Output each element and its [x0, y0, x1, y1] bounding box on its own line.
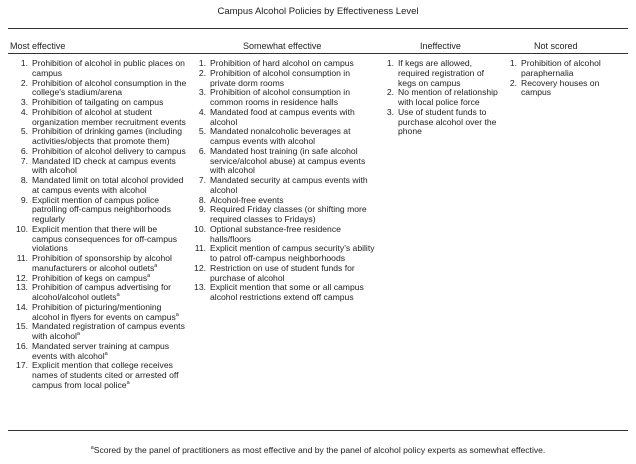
item-number: 1.	[20, 58, 28, 68]
item-text-body: Prohibition of alcohol delivery to campus	[32, 145, 186, 156]
list-item	[380, 108, 504, 137]
item-text-body: Mandated registration of campus events with alcohol	[32, 321, 185, 341]
column-not-scored	[503, 59, 628, 98]
list-item	[8, 361, 188, 390]
item-text	[32, 283, 188, 303]
item-text-body: Mandated ID check at campus events with alcohol	[32, 155, 176, 176]
column-most-effective	[8, 59, 188, 391]
list-item	[380, 88, 504, 108]
item-number: 6.	[20, 145, 28, 156]
item-text-body: Prohibition of alcohol at student organization member recruitment events	[32, 106, 186, 127]
item-text-body: Explicit mention of campus police patrolling off-campus neighborhoods regularly	[32, 194, 171, 224]
item-text-body: Mandated host training (in safe alcohol service/alcohol abuse) at campus events with alcohol	[210, 145, 366, 176]
item-text	[210, 127, 378, 147]
item-text-body: Explicit mention that some or all campus alcohol restrictions extend off campus	[210, 282, 364, 302]
item-number: 2.	[20, 77, 28, 88]
item-text	[32, 79, 188, 99]
item-number: 1.	[509, 58, 517, 68]
list-item	[8, 176, 188, 196]
item-text	[210, 205, 378, 225]
item-text-body: Recovery houses on campus	[521, 77, 600, 98]
item-number: 13.	[16, 282, 28, 293]
list-item	[8, 157, 188, 177]
item-number: 12.	[194, 262, 206, 273]
item-number: 8.	[20, 175, 28, 185]
item-text-body: Prohibition of alcohol consumption in private dorm rooms	[210, 67, 350, 88]
list-item	[8, 225, 188, 254]
item-number: 3.	[20, 97, 28, 107]
item-text-body: Use of student funds to purchase alcohol over the phone	[398, 106, 497, 137]
item-number: 3.	[198, 87, 206, 98]
list-item	[8, 59, 188, 79]
item-text-body: Prohibition of alcohol in public places on campus	[32, 58, 185, 78]
item-number: 4.	[20, 106, 28, 117]
item-text-body: Mandated security at campus events with alcohol	[210, 175, 368, 195]
item-number: 1.	[386, 58, 394, 68]
item-number: 6.	[198, 145, 206, 156]
list-item	[503, 59, 628, 79]
footnote-ref: a	[175, 311, 179, 318]
item-text	[32, 157, 188, 177]
item-text-body: Prohibition of alcohol consumption in the college's stadium/arena	[32, 77, 187, 98]
table-title: Campus Alcohol Policies by Effectiveness Level	[217, 6, 419, 17]
item-text-body: Prohibition of alcohol consumption in common rooms in residence halls	[210, 87, 350, 107]
item-text-body: Prohibition of campus advertising for alcohol/alcohol outlets	[32, 282, 172, 302]
list-item	[186, 225, 378, 245]
item-text-body: Explicit mention of campus security's ability to patrol off-campus neighborhoods	[210, 243, 375, 263]
list-item	[186, 127, 378, 147]
item-text	[32, 108, 188, 128]
item-text	[32, 196, 188, 225]
list-item	[186, 88, 378, 108]
footnote-ref: a	[154, 262, 158, 269]
header-most-effective: Most effective	[10, 41, 66, 51]
item-text-body: Mandated limit on total alcohol provided at campus events with alcohol	[32, 175, 184, 195]
item-number: 4.	[198, 106, 206, 117]
footnote-ref: a	[76, 331, 80, 338]
list-item	[8, 322, 188, 342]
list-item	[8, 303, 188, 323]
item-text	[210, 147, 378, 176]
item-text	[210, 69, 378, 89]
header-rule	[8, 53, 628, 54]
item-text	[210, 283, 378, 303]
footnote-ref: a	[147, 272, 151, 279]
item-number: 10.	[194, 223, 206, 234]
list-item	[186, 264, 378, 284]
item-text-body: Prohibition of drinking games (including activities/objects that promote them)	[32, 126, 182, 146]
top-rule	[8, 28, 628, 29]
item-text	[210, 108, 378, 128]
item-number: 7.	[198, 175, 206, 185]
item-number: 2.	[509, 77, 517, 88]
item-text-body: If kegs are allowed, required registration of kegs on campus	[398, 58, 484, 88]
item-text-body: Alcohol-free events	[210, 194, 284, 205]
item-text	[521, 59, 628, 79]
item-text	[32, 254, 188, 274]
list-item	[186, 205, 378, 225]
item-number: 2.	[198, 67, 206, 78]
footnote-ref: a	[116, 292, 120, 299]
item-text	[32, 176, 188, 196]
item-text	[210, 244, 378, 264]
item-number: 11.	[16, 253, 28, 263]
list-item	[8, 342, 188, 362]
item-text-body: Restriction on use of student funds for purchase of alcohol	[210, 262, 355, 283]
footnote-mark: a	[90, 445, 94, 452]
column-ineffective	[380, 59, 504, 137]
list-item	[186, 108, 378, 128]
item-number: 9.	[20, 194, 28, 205]
footnote-ref: a	[104, 350, 108, 357]
item-text-body: Required Friday classes (or shifting more required classes to Fridays)	[210, 204, 367, 224]
list-item	[503, 79, 628, 99]
header-somewhat-effective: Somewhat effective	[243, 41, 322, 51]
item-text-body: Prohibition of alcohol paraphernalia	[521, 58, 601, 78]
item-number: 7.	[20, 155, 28, 166]
item-text	[521, 79, 628, 99]
list-item	[8, 196, 188, 225]
item-text	[210, 176, 378, 196]
item-text	[398, 108, 504, 137]
list-item	[186, 283, 378, 303]
bottom-rule	[8, 430, 628, 431]
item-number: 5.	[198, 126, 206, 137]
item-number: 2.	[386, 87, 394, 98]
item-text	[32, 361, 188, 390]
item-text-body: No mention of relationship with local police force	[398, 87, 498, 107]
item-text-body: Prohibition of sponsorship by alcohol manufacturers or alcohol outlets	[32, 253, 172, 273]
item-text	[210, 225, 378, 245]
item-text-body: Prohibition of hard alcohol on campus	[210, 58, 354, 68]
item-text-body: Mandated nonalcoholic beverages at campus events with alcohol	[210, 126, 351, 146]
item-text	[398, 59, 504, 88]
item-number: 12.	[16, 272, 28, 283]
list-item	[8, 108, 188, 128]
item-text-body: Explicit mention that there will be campus consequences for off-campus violations	[32, 223, 178, 254]
list-item	[380, 59, 504, 88]
item-text	[32, 322, 188, 342]
item-number: 11.	[194, 243, 206, 254]
list-item	[8, 127, 188, 147]
footnote	[0, 445, 636, 455]
item-text-body: Mandated food at campus events with alcohol	[210, 106, 355, 127]
item-text-body: Mandated server training at campus events with alcohol	[32, 340, 170, 361]
list-item	[8, 79, 188, 99]
item-text-body: Explicit mention that college receives names of students cited or arrested off campus from local police	[32, 360, 179, 390]
item-number: 5.	[20, 126, 28, 137]
list-item	[8, 283, 188, 303]
item-number: 1.	[198, 58, 206, 68]
item-text-body: Optional substance-free residence halls/floors	[210, 223, 341, 244]
list-item	[8, 254, 188, 274]
item-text-body: Prohibition of tailgating on campus	[32, 97, 164, 107]
item-text	[32, 303, 188, 323]
list-item	[186, 176, 378, 196]
footnote-ref: a	[126, 379, 130, 386]
item-text	[32, 342, 188, 362]
list-item	[186, 69, 378, 89]
list-item	[186, 147, 378, 176]
item-text	[210, 264, 378, 284]
item-text	[398, 88, 504, 108]
item-text-body: Prohibition of kegs on campus	[32, 272, 148, 283]
item-text	[32, 127, 188, 147]
item-text	[32, 59, 188, 79]
item-number: 9.	[198, 204, 206, 215]
footnote-text: Scored by the panel of practitioners as most effective and by the panel of alcohol policy experts as somewhat effective.	[93, 445, 546, 455]
list-item	[186, 244, 378, 264]
header-ineffective: Ineffective	[420, 41, 461, 51]
item-number: 8.	[198, 194, 206, 205]
item-number: 15.	[16, 321, 28, 332]
item-number: 3.	[386, 106, 394, 117]
item-text	[32, 225, 188, 254]
item-number: 13.	[194, 282, 206, 293]
item-text-body: Prohibition of picturing/mentioning alcohol in flyers for events on campus	[32, 301, 176, 322]
item-number: 16.	[16, 340, 28, 351]
item-number: 14.	[16, 301, 28, 312]
item-text	[210, 88, 378, 108]
column-somewhat-effective	[186, 59, 378, 303]
header-not-scored: Not scored	[534, 41, 578, 51]
item-number: 10.	[16, 223, 28, 234]
item-number: 17.	[16, 360, 28, 371]
